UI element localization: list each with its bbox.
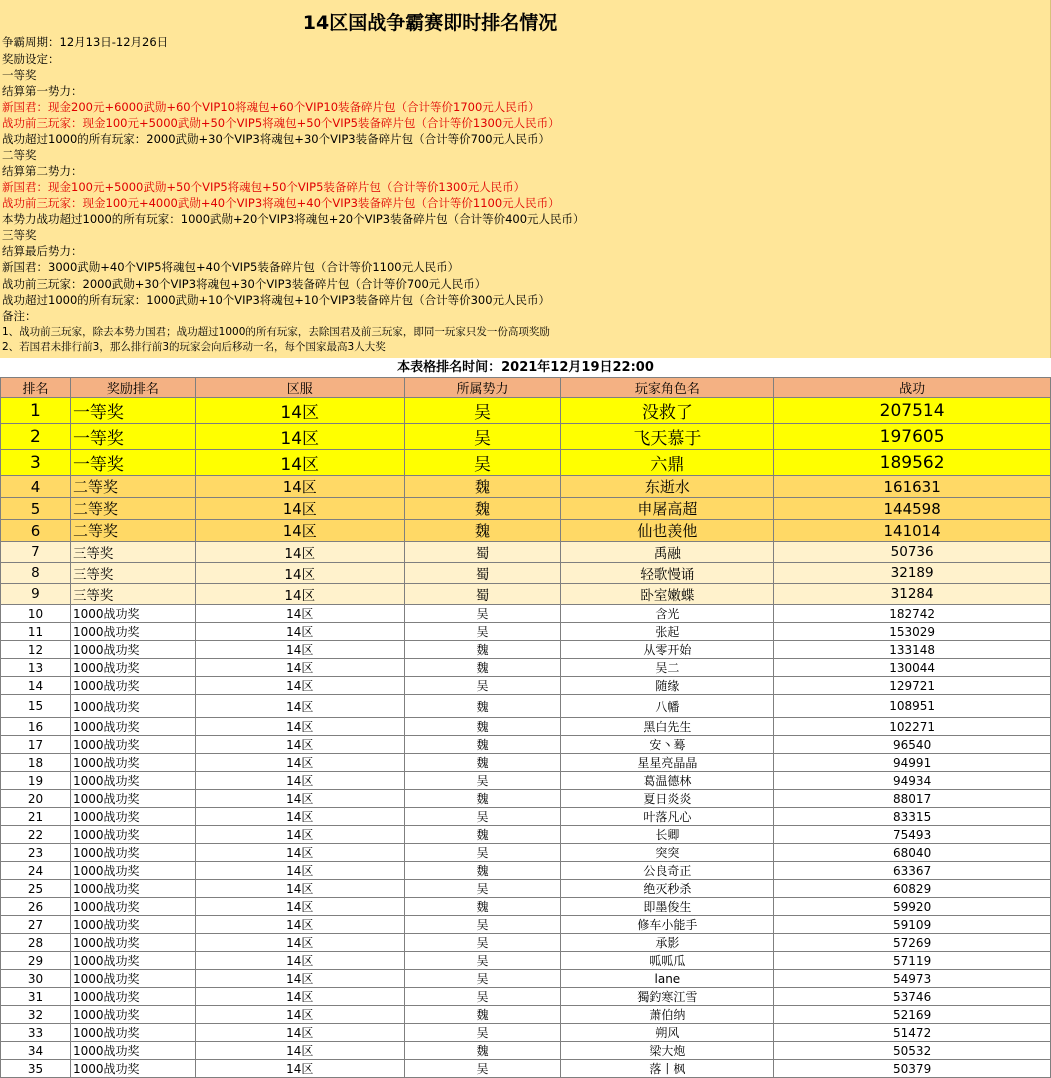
faction-cell[interactable]: 吴: [404, 880, 561, 898]
rank-cell[interactable]: 31: [1, 988, 71, 1006]
player-name-cell[interactable]: 禹融: [561, 542, 774, 563]
table-row[interactable]: [1, 584, 1051, 605]
merit-cell[interactable]: 32189: [774, 563, 1051, 584]
server-cell[interactable]: 14区: [195, 677, 404, 695]
table-row[interactable]: [1, 1006, 1051, 1024]
rules-line: 战功超过1000的所有玩家：2000武勋+30个VIP3将魂包+30个VIP3装备碎片包（合计等价700元人民币）: [2, 132, 551, 146]
table-row[interactable]: [1, 826, 1051, 844]
rank-cell[interactable]: 35: [1, 1060, 71, 1078]
rank-cell[interactable]: 11: [1, 623, 71, 641]
rank-cell[interactable]: 25: [1, 880, 71, 898]
reward-cell[interactable]: 二等奖: [70, 498, 195, 520]
rank-cell[interactable]: 28: [1, 934, 71, 952]
header-merit[interactable]: 战功: [774, 378, 1051, 398]
reward-cell[interactable]: 1000战功奖: [70, 623, 195, 641]
server-cell[interactable]: 14区: [195, 605, 404, 623]
player-name-cell[interactable]: 叶落凡心: [561, 808, 774, 826]
merit-cell[interactable]: 141014: [774, 520, 1051, 542]
rank-cell[interactable]: 7: [1, 542, 71, 563]
table-row[interactable]: [1, 641, 1051, 659]
faction-cell[interactable]: 魏: [404, 718, 561, 736]
table-row[interactable]: [1, 988, 1051, 1006]
rank-cell[interactable]: 16: [1, 718, 71, 736]
rules-line: 备注：: [2, 309, 37, 323]
rank-cell[interactable]: 8: [1, 563, 71, 584]
table-header-row: [1, 378, 1051, 398]
faction-cell[interactable]: 魏: [404, 862, 561, 880]
rules-line: 1、战功前三玩家，除去本势力国君；战功超过1000的所有玩家，去除国君及前三玩家，即同一玩家只发一份高项奖励: [2, 326, 550, 338]
faction-cell[interactable]: 魏: [404, 790, 561, 808]
ranking-timestamp: 本表格排名时间：2021年12月19日22:00: [0, 358, 1051, 377]
server-cell[interactable]: 14区: [195, 623, 404, 641]
rank-cell[interactable]: 30: [1, 970, 71, 988]
reward-cell[interactable]: 1000战功奖: [70, 880, 195, 898]
reward-cell[interactable]: 1000战功奖: [70, 934, 195, 952]
reward-cell[interactable]: 1000战功奖: [70, 1024, 195, 1042]
faction-cell[interactable]: 吴: [404, 450, 561, 476]
server-cell[interactable]: 14区: [195, 916, 404, 934]
table-body: [1, 398, 1051, 1078]
faction-cell[interactable]: 吴: [404, 1060, 561, 1078]
server-cell[interactable]: 14区: [195, 808, 404, 826]
faction-cell[interactable]: 吴: [404, 916, 561, 934]
player-name-cell[interactable]: 獨釣寒江雪: [561, 988, 774, 1006]
merit-cell[interactable]: 161631: [774, 476, 1051, 498]
server-cell[interactable]: 14区: [195, 476, 404, 498]
rules-line: 2、若国君未排行前3，那么排行前3的玩家会向后移动一名，每个国家最高3人大奖: [2, 341, 386, 353]
rank-cell[interactable]: 18: [1, 754, 71, 772]
reward-cell[interactable]: 1000战功奖: [70, 1060, 195, 1078]
player-name-cell[interactable]: 东逝水: [561, 476, 774, 498]
merit-cell[interactable]: 59920: [774, 898, 1051, 916]
merit-cell[interactable]: 75493: [774, 826, 1051, 844]
reward-cell[interactable]: 1000战功奖: [70, 916, 195, 934]
reward-cell[interactable]: 三等奖: [70, 563, 195, 584]
merit-cell[interactable]: 63367: [774, 862, 1051, 880]
faction-cell[interactable]: 吴: [404, 424, 561, 450]
rank-cell[interactable]: 5: [1, 498, 71, 520]
header-player-name[interactable]: 玩家角色名: [561, 378, 774, 398]
player-name-cell[interactable]: 仙也羡他: [561, 520, 774, 542]
rules-line: 新国君：现金100元+5000武勋+50个VIP5将魂包+50个VIP5装备碎片包（合计等价1300元人民币）: [2, 180, 526, 194]
table-row[interactable]: [1, 398, 1051, 424]
player-name-cell[interactable]: 黑白先生: [561, 718, 774, 736]
faction-cell[interactable]: 蜀: [404, 563, 561, 584]
reward-cell[interactable]: 1000战功奖: [70, 844, 195, 862]
merit-cell[interactable]: 153029: [774, 623, 1051, 641]
table-row[interactable]: [1, 952, 1051, 970]
merit-cell[interactable]: 94991: [774, 754, 1051, 772]
merit-cell[interactable]: 51472: [774, 1024, 1051, 1042]
reward-cell[interactable]: 1000战功奖: [70, 826, 195, 844]
reward-cell[interactable]: 1000战功奖: [70, 808, 195, 826]
rank-cell[interactable]: 22: [1, 826, 71, 844]
merit-cell[interactable]: 129721: [774, 677, 1051, 695]
rank-cell[interactable]: 2: [1, 424, 71, 450]
server-cell[interactable]: 14区: [195, 1042, 404, 1060]
merit-cell[interactable]: 189562: [774, 450, 1051, 476]
server-cell[interactable]: 14区: [195, 450, 404, 476]
faction-cell[interactable]: 吴: [404, 844, 561, 862]
rank-cell[interactable]: 29: [1, 952, 71, 970]
rank-cell[interactable]: 32: [1, 1006, 71, 1024]
page-title: 14区国战争霸赛即时排名情况: [302, 12, 558, 34]
server-cell[interactable]: 14区: [195, 1060, 404, 1078]
rank-cell[interactable]: 27: [1, 916, 71, 934]
player-name-cell[interactable]: 没救了: [561, 398, 774, 424]
reward-cell[interactable]: 1000战功奖: [70, 659, 195, 677]
player-name-cell[interactable]: 从零开始: [561, 641, 774, 659]
table-row[interactable]: [1, 424, 1051, 450]
server-cell[interactable]: 14区: [195, 736, 404, 754]
reward-cell[interactable]: 一等奖: [70, 450, 195, 476]
player-name-cell[interactable]: 安丶蓦: [561, 736, 774, 754]
faction-cell[interactable]: 魏: [404, 498, 561, 520]
faction-cell[interactable]: 吴: [404, 677, 561, 695]
reward-cell[interactable]: 1000战功奖: [70, 772, 195, 790]
server-cell[interactable]: 14区: [195, 641, 404, 659]
reward-cell[interactable]: 三等奖: [70, 584, 195, 605]
faction-cell[interactable]: 魏: [404, 754, 561, 772]
rank-cell[interactable]: 23: [1, 844, 71, 862]
rank-cell[interactable]: 19: [1, 772, 71, 790]
reward-cell[interactable]: 二等奖: [70, 476, 195, 498]
rank-cell[interactable]: 15: [1, 695, 71, 718]
server-cell[interactable]: 14区: [195, 844, 404, 862]
table-row[interactable]: [1, 695, 1051, 718]
server-cell[interactable]: 14区: [195, 826, 404, 844]
merit-cell[interactable]: 57119: [774, 952, 1051, 970]
table-row[interactable]: [1, 718, 1051, 736]
merit-cell[interactable]: 94934: [774, 772, 1051, 790]
server-cell[interactable]: 14区: [195, 563, 404, 584]
faction-cell[interactable]: 吴: [404, 398, 561, 424]
merit-cell[interactable]: 96540: [774, 736, 1051, 754]
player-name-cell[interactable]: 修车小能手: [561, 916, 774, 934]
player-name-cell[interactable]: 张起: [561, 623, 774, 641]
table-row[interactable]: [1, 450, 1051, 476]
server-cell[interactable]: 14区: [195, 952, 404, 970]
player-name-cell[interactable]: 六鼎: [561, 450, 774, 476]
merit-cell[interactable]: 83315: [774, 808, 1051, 826]
table-row[interactable]: [1, 1042, 1051, 1060]
server-cell[interactable]: 14区: [195, 772, 404, 790]
player-name-cell[interactable]: 夏日炎炎: [561, 790, 774, 808]
server-cell[interactable]: 14区: [195, 584, 404, 605]
table-row[interactable]: [1, 498, 1051, 520]
player-name-cell[interactable]: 突突: [561, 844, 774, 862]
player-name-cell[interactable]: 即墨俊生: [561, 898, 774, 916]
rank-cell[interactable]: 12: [1, 641, 71, 659]
rules-line: 结算第二势力：: [2, 164, 83, 178]
header-rank[interactable]: 排名: [1, 378, 71, 398]
reward-cell[interactable]: 1000战功奖: [70, 718, 195, 736]
server-cell[interactable]: 14区: [195, 880, 404, 898]
rank-cell[interactable]: 20: [1, 790, 71, 808]
server-cell[interactable]: 14区: [195, 498, 404, 520]
server-cell[interactable]: 14区: [195, 659, 404, 677]
rank-cell[interactable]: 9: [1, 584, 71, 605]
reward-cell[interactable]: 1000战功奖: [70, 988, 195, 1006]
rank-cell[interactable]: 10: [1, 605, 71, 623]
player-name-cell[interactable]: 葛温德林: [561, 772, 774, 790]
rules-line: 战功前三玩家：现金100元+5000武勋+50个VIP5将魂包+50个VIP5装备碎片包（合计等价1300元人民币）: [2, 116, 560, 130]
rank-cell[interactable]: 14: [1, 677, 71, 695]
server-cell[interactable]: 14区: [195, 520, 404, 542]
reward-cell[interactable]: 1000战功奖: [70, 1006, 195, 1024]
table-row[interactable]: [1, 772, 1051, 790]
header-reward[interactable]: 奖励排名: [70, 378, 195, 398]
rank-cell[interactable]: 4: [1, 476, 71, 498]
faction-cell[interactable]: 魏: [404, 520, 561, 542]
rank-cell[interactable]: 21: [1, 808, 71, 826]
player-name-cell[interactable]: lane: [561, 970, 774, 988]
merit-cell[interactable]: 68040: [774, 844, 1051, 862]
server-cell[interactable]: 14区: [195, 934, 404, 952]
faction-cell[interactable]: 吴: [404, 623, 561, 641]
table-row[interactable]: [1, 659, 1051, 677]
table-row[interactable]: [1, 754, 1051, 772]
rules-line: 结算第一势力：: [2, 84, 83, 98]
rank-cell[interactable]: 3: [1, 450, 71, 476]
player-name-cell[interactable]: 梁大炮: [561, 1042, 774, 1060]
table-row[interactable]: [1, 1060, 1051, 1078]
faction-cell[interactable]: 魏: [404, 659, 561, 677]
merit-cell[interactable]: 130044: [774, 659, 1051, 677]
reward-cell[interactable]: 1000战功奖: [70, 952, 195, 970]
table-row[interactable]: [1, 563, 1051, 584]
player-name-cell[interactable]: 朔风: [561, 1024, 774, 1042]
header-server[interactable]: 区服: [195, 378, 404, 398]
player-name-cell[interactable]: 萧伯纳: [561, 1006, 774, 1024]
reward-cell[interactable]: 1000战功奖: [70, 736, 195, 754]
reward-cell[interactable]: 二等奖: [70, 520, 195, 542]
rules-line: 三等奖: [2, 228, 37, 242]
server-cell[interactable]: 14区: [195, 754, 404, 772]
merit-cell[interactable]: 133148: [774, 641, 1051, 659]
rules-line: 二等奖: [2, 148, 37, 162]
rules-section: [0, 0, 1051, 358]
merit-cell[interactable]: 52169: [774, 1006, 1051, 1024]
faction-cell[interactable]: 魏: [404, 641, 561, 659]
player-name-cell[interactable]: 轻歌慢诵: [561, 563, 774, 584]
rules-line: 战功前三玩家：现金100元+4000武勋+40个VIP3将魂包+40个VIP3装备碎片包（合计等价1100元人民币）: [2, 196, 560, 210]
header-faction[interactable]: 所属势力: [404, 378, 561, 398]
merit-cell[interactable]: 207514: [774, 398, 1051, 424]
ranking-table: [0, 377, 1051, 1078]
table-row[interactable]: [1, 934, 1051, 952]
player-name-cell[interactable]: 落丨枫: [561, 1060, 774, 1078]
server-cell[interactable]: 14区: [195, 1024, 404, 1042]
rank-cell[interactable]: 34: [1, 1042, 71, 1060]
table-row[interactable]: [1, 844, 1051, 862]
server-cell[interactable]: 14区: [195, 862, 404, 880]
rules-line: 结算最后势力：: [2, 244, 83, 258]
merit-cell[interactable]: 59109: [774, 916, 1051, 934]
rules-line: 本势力战功超过1000的所有玩家：1000武勋+20个VIP3将魂包+20个VIP3装备碎片包（合计等价400元人民币）: [2, 212, 585, 226]
table-row[interactable]: [1, 542, 1051, 563]
player-name-cell[interactable]: 含光: [561, 605, 774, 623]
player-name-cell[interactable]: 随缘: [561, 677, 774, 695]
table-row[interactable]: [1, 605, 1051, 623]
server-cell[interactable]: 14区: [195, 718, 404, 736]
faction-cell[interactable]: 魏: [404, 736, 561, 754]
faction-cell[interactable]: 魏: [404, 1042, 561, 1060]
reward-cell[interactable]: 1000战功奖: [70, 605, 195, 623]
table-row[interactable]: [1, 790, 1051, 808]
reward-cell[interactable]: 1000战功奖: [70, 862, 195, 880]
faction-cell[interactable]: 蜀: [404, 584, 561, 605]
rules-line: 新国君：3000武勋+40个VIP5将魂包+40个VIP5装备碎片包（合计等价1100元人民币）: [2, 260, 460, 274]
reward-cell[interactable]: 一等奖: [70, 424, 195, 450]
rules-line: 奖励设定：: [2, 52, 60, 66]
reward-cell[interactable]: 1000战功奖: [70, 1042, 195, 1060]
faction-cell[interactable]: 吴: [404, 952, 561, 970]
rules-line: 一等奖: [2, 68, 37, 82]
faction-cell[interactable]: 吴: [404, 934, 561, 952]
faction-cell[interactable]: 魏: [404, 1006, 561, 1024]
table-row[interactable]: [1, 898, 1051, 916]
faction-cell[interactable]: 魏: [404, 898, 561, 916]
rank-cell[interactable]: 17: [1, 736, 71, 754]
faction-cell[interactable]: 吴: [404, 772, 561, 790]
reward-cell[interactable]: 1000战功奖: [70, 970, 195, 988]
rank-cell[interactable]: 26: [1, 898, 71, 916]
player-name-cell[interactable]: 申屠高超: [561, 498, 774, 520]
reward-cell[interactable]: 1000战功奖: [70, 754, 195, 772]
server-cell[interactable]: 14区: [195, 970, 404, 988]
reward-cell[interactable]: 三等奖: [70, 542, 195, 563]
faction-cell[interactable]: 吴: [404, 1024, 561, 1042]
reward-cell[interactable]: 一等奖: [70, 398, 195, 424]
rank-cell[interactable]: 33: [1, 1024, 71, 1042]
rank-cell[interactable]: 24: [1, 862, 71, 880]
table-row[interactable]: [1, 520, 1051, 542]
player-name-cell[interactable]: 承影: [561, 934, 774, 952]
player-name-cell[interactable]: 八幡: [561, 695, 774, 718]
merit-cell[interactable]: 50379: [774, 1060, 1051, 1078]
merit-cell[interactable]: 60829: [774, 880, 1051, 898]
merit-cell[interactable]: 31284: [774, 584, 1051, 605]
server-cell[interactable]: 14区: [195, 424, 404, 450]
reward-cell[interactable]: 1000战功奖: [70, 641, 195, 659]
merit-cell[interactable]: 182742: [774, 605, 1051, 623]
faction-cell[interactable]: 吴: [404, 988, 561, 1006]
server-cell[interactable]: 14区: [195, 898, 404, 916]
table-row[interactable]: [1, 736, 1051, 754]
merit-cell[interactable]: 53746: [774, 988, 1051, 1006]
table-row[interactable]: [1, 808, 1051, 826]
merit-cell[interactable]: 54973: [774, 970, 1051, 988]
player-name-cell[interactable]: 绝灭秒杀: [561, 880, 774, 898]
merit-cell[interactable]: 144598: [774, 498, 1051, 520]
player-name-cell[interactable]: 星星亮晶晶: [561, 754, 774, 772]
rank-cell[interactable]: 13: [1, 659, 71, 677]
table-row[interactable]: [1, 880, 1051, 898]
faction-cell[interactable]: 吴: [404, 970, 561, 988]
rank-cell[interactable]: 6: [1, 520, 71, 542]
player-name-cell[interactable]: 呱呱瓜: [561, 952, 774, 970]
rules-line: 战功前三玩家：2000武勋+30个VIP3将魂包+30个VIP3装备碎片包（合计等价700元人民币）: [2, 277, 487, 291]
faction-cell[interactable]: 吴: [404, 605, 561, 623]
merit-cell[interactable]: 197605: [774, 424, 1051, 450]
player-name-cell[interactable]: 飞天慕于: [561, 424, 774, 450]
table-row[interactable]: [1, 916, 1051, 934]
table-row[interactable]: [1, 1024, 1051, 1042]
faction-cell[interactable]: 蜀: [404, 542, 561, 563]
faction-cell[interactable]: 魏: [404, 476, 561, 498]
table-row[interactable]: [1, 862, 1051, 880]
reward-cell[interactable]: 1000战功奖: [70, 695, 195, 718]
server-cell[interactable]: 14区: [195, 988, 404, 1006]
rules-line: 新国君：现金200元+6000武勋+60个VIP10将魂包+60个VIP10装备碎片包（合计等价1700元人民币）: [2, 100, 540, 114]
reward-cell[interactable]: 1000战功奖: [70, 898, 195, 916]
player-name-cell[interactable]: 吴二: [561, 659, 774, 677]
merit-cell[interactable]: 88017: [774, 790, 1051, 808]
merit-cell[interactable]: 50532: [774, 1042, 1051, 1060]
server-cell[interactable]: 14区: [195, 695, 404, 718]
server-cell[interactable]: 14区: [195, 1006, 404, 1024]
merit-cell[interactable]: 102271: [774, 718, 1051, 736]
faction-cell[interactable]: 魏: [404, 695, 561, 718]
server-cell[interactable]: 14区: [195, 790, 404, 808]
rank-cell[interactable]: 1: [1, 398, 71, 424]
merit-cell[interactable]: 108951: [774, 695, 1051, 718]
rules-line: 战功超过1000的所有玩家：1000武勋+10个VIP3将魂包+10个VIP3装备碎片包（合计等价300元人民币）: [2, 293, 551, 307]
server-cell[interactable]: 14区: [195, 542, 404, 563]
player-name-cell[interactable]: 卧室嫩蝶: [561, 584, 774, 605]
faction-cell[interactable]: 魏: [404, 826, 561, 844]
player-name-cell[interactable]: 长卿: [561, 826, 774, 844]
player-name-cell[interactable]: 公良奇正: [561, 862, 774, 880]
table-row[interactable]: [1, 476, 1051, 498]
reward-cell[interactable]: 1000战功奖: [70, 790, 195, 808]
rules-line: 争霸周期：12月13日-12月26日: [2, 35, 169, 49]
reward-cell[interactable]: 1000战功奖: [70, 677, 195, 695]
table-row[interactable]: [1, 677, 1051, 695]
merit-cell[interactable]: 50736: [774, 542, 1051, 563]
merit-cell[interactable]: 57269: [774, 934, 1051, 952]
faction-cell[interactable]: 吴: [404, 808, 561, 826]
table-row[interactable]: [1, 623, 1051, 641]
server-cell[interactable]: 14区: [195, 398, 404, 424]
table-row[interactable]: [1, 970, 1051, 988]
